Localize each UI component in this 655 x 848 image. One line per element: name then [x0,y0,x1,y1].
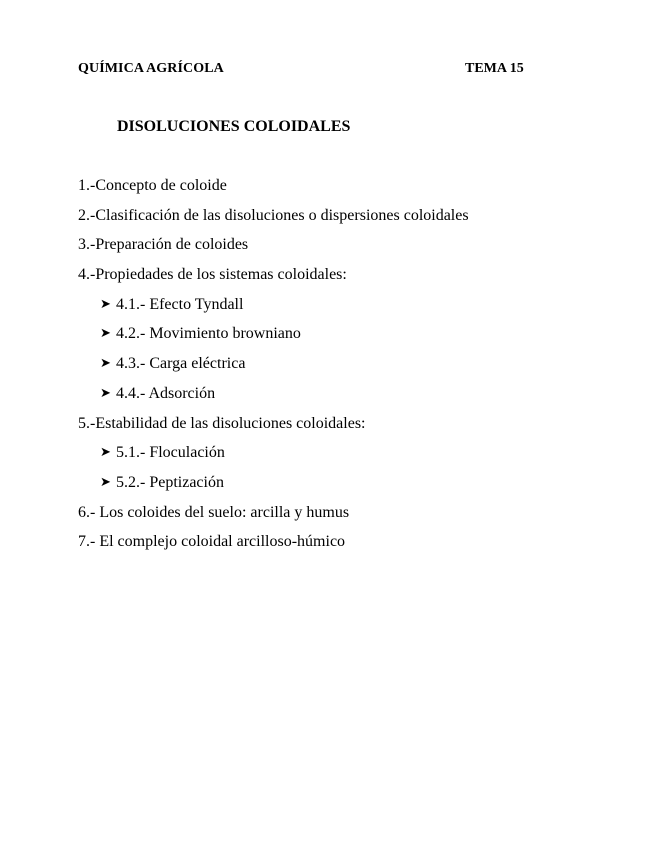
toc-item-text: 5.1.- Floculación [116,444,225,462]
toc-item-text: 5.-Estabilidad de las disoluciones coloidales: [78,414,366,432]
toc-item-text: 4.-Propiedades de los sistemas coloidales: [78,266,347,284]
toc-item-text: 4.4.- Adsorción [116,384,216,402]
toc-subitem-4-1 [78,294,469,324]
toc-item-5 [78,413,469,443]
subject-header: QUÍMICA AGRÍCOLA [78,61,224,76]
arrowhead-bullet-icon: ➤ [100,296,111,312]
arrowhead-bullet-icon: ➤ [100,326,111,342]
toc-item-text: 7.- El complejo coloidal arcilloso-húmico [78,533,346,551]
arrowhead-bullet-icon: ➤ [100,474,111,490]
arrowhead-bullet-icon: ➤ [100,356,111,372]
toc-item-text: 4.2.- Movimiento browniano [116,325,301,343]
arrowhead-bullet-icon: ➤ [100,385,111,401]
toc-item-4 [78,264,469,294]
arrowhead-bullet-icon: ➤ [100,445,111,461]
toc-item-text: 5.2.- Peptización [116,473,224,491]
toc-item-6 [78,502,469,532]
toc-item-text: 2.-Clasificación de las disoluciones o dispersiones coloidales [78,206,469,224]
toc-subitem-5-1 [78,442,469,472]
topic-header: TEMA 15 [465,61,524,76]
toc-item-text: 3.-Preparación de coloides [78,236,249,254]
table-of-contents [78,175,469,561]
toc-item-text: 4.1.- Efecto Tyndall [116,295,244,313]
toc-item-3 [78,234,469,264]
toc-item-text: 6.- Los coloides del suelo: arcilla y humus [78,503,350,521]
toc-subitem-5-2 [78,472,469,502]
toc-item-1 [78,175,469,205]
toc-subitem-4-4 [78,383,469,413]
toc-item-2 [78,205,469,235]
toc-item-text: 4.3.- Carga eléctrica [116,355,246,373]
toc-item-text: 1.-Concepto de coloide [78,177,227,194]
toc-item-7 [78,531,469,561]
toc-subitem-4-3 [78,353,469,383]
document-title: DISOLUCIONES COLOIDALES [117,118,351,135]
toc-subitem-4-2 [78,323,469,353]
